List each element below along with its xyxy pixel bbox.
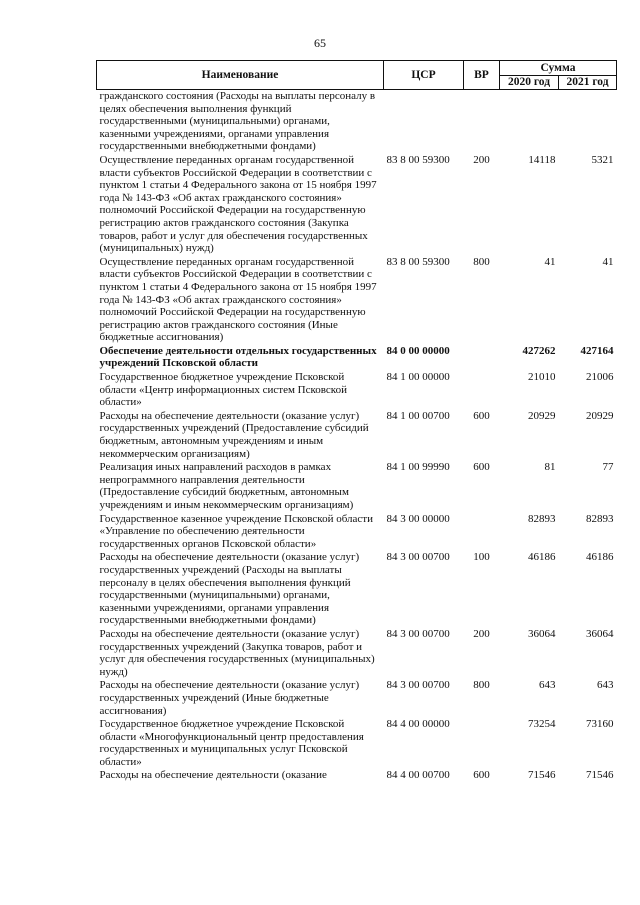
row-sum-2020: 46186 bbox=[528, 551, 556, 564]
table-row bbox=[97, 371, 617, 410]
row-sum-2020: 21010 bbox=[528, 371, 556, 384]
table-row bbox=[97, 256, 617, 345]
row-vr: 600 bbox=[473, 461, 490, 474]
row-name: Государственное бюджетное учреждение Псковской области «Многофункциональный центр предоставления государственных и муниципальных услуг Псковской области» bbox=[99, 718, 364, 768]
row-name: Расходы на обеспечение деятельности (оказание услуг) государственных учреждений (Закупка товаров, работ и услуг для обеспечения государственных (муниципальных) нужд) bbox=[99, 627, 375, 678]
row-vr bbox=[464, 90, 500, 154]
row-csr: 84 3 00 00000 bbox=[386, 512, 450, 525]
table-row bbox=[97, 461, 617, 512]
row-name: Реализация иных направлений расходов в рамках непрограммного направления деятельности (Предоставление субсидий бюджетным, автономным учреждениям и иным некоммерческим организациям) bbox=[99, 461, 354, 511]
header-year-2020: 2020 год bbox=[500, 76, 559, 90]
row-name: Государственное бюджетное учреждение Псковской области «Центр информационных систем Псковской области» bbox=[99, 371, 347, 409]
header-vr: ВР bbox=[464, 61, 500, 90]
row-sum-2020: 36064 bbox=[528, 627, 556, 640]
row-vr bbox=[464, 718, 500, 769]
row-sum-2021: 5321 bbox=[591, 153, 614, 166]
table-row bbox=[97, 410, 617, 461]
row-csr: 84 1 00 00700 bbox=[386, 409, 450, 422]
row-vr: 600 bbox=[473, 409, 490, 422]
table-row bbox=[97, 154, 617, 256]
row-sum-2020: 81 bbox=[544, 461, 556, 474]
row-vr: 200 bbox=[473, 627, 490, 640]
header-name: Наименование bbox=[97, 61, 384, 90]
table-row bbox=[97, 628, 617, 679]
row-sum-2021: 427164 bbox=[580, 344, 614, 357]
row-csr: 84 3 00 00700 bbox=[386, 627, 450, 640]
table-body bbox=[97, 90, 617, 784]
table-row bbox=[97, 551, 617, 628]
table-row bbox=[97, 679, 617, 718]
row-sum-2021: 82893 bbox=[586, 512, 614, 525]
row-sum-2021: 41 bbox=[602, 255, 614, 268]
row-sum-2021: 20929 bbox=[586, 409, 614, 422]
row-name: Расходы на обеспечение деятельности (оказание услуг) государственных учреждений (Предоставление субсидий бюджетным, автономным учреждениям и иным некоммерческим организациям) bbox=[99, 409, 369, 460]
row-vr bbox=[464, 513, 500, 552]
row-name: Расходы на обеспечение деятельности (оказание bbox=[99, 769, 327, 782]
row-vr: 800 bbox=[473, 679, 490, 692]
row-sum-2020: 427262 bbox=[522, 344, 556, 357]
row-name: Осуществление переданных органам государственной власти субъектов Российской Федерации в соответствии с пунктом 1 статьи 4 Федерального закона от 15 ноября 1997 года № 143-ФЗ «Об актах гражданского состояния» полномочий Российской Федерации на государственную регистрацию актов гражданского состояния (Иные бюджетные ассигнования) bbox=[99, 255, 377, 344]
row-csr: 84 4 00 00700 bbox=[386, 769, 450, 782]
row-sum-2021: 73160 bbox=[586, 718, 614, 731]
table-row bbox=[97, 90, 617, 154]
page-number: 65 bbox=[314, 36, 326, 50]
header-sum: Сумма bbox=[500, 61, 617, 76]
row-name: Расходы на обеспечение деятельности (оказание услуг) государственных учреждений (Расходы на выплаты персоналу в целях обеспечения выполнения функций государственными (муниципальными) органами, казенными учреждениями, органами управления государственными внебюджетными фондами) bbox=[99, 551, 360, 627]
table-row bbox=[97, 345, 617, 371]
row-vr bbox=[464, 345, 500, 371]
table-row bbox=[97, 769, 617, 783]
row-sum-2020: 20929 bbox=[528, 409, 556, 422]
row-name: Обеспечение деятельности отдельных государственных учреждений Псковской области bbox=[99, 344, 377, 370]
row-csr: 84 3 00 00700 bbox=[386, 679, 450, 692]
header-csr: ЦСР bbox=[384, 61, 464, 90]
row-vr: 600 bbox=[473, 769, 490, 782]
row-vr: 100 bbox=[473, 551, 490, 564]
table-row bbox=[97, 513, 617, 552]
row-csr: 84 3 00 00700 bbox=[386, 551, 450, 564]
row-sum-2021: 21006 bbox=[586, 371, 614, 384]
row-csr bbox=[384, 90, 464, 154]
row-csr: 84 4 00 00000 bbox=[386, 718, 450, 731]
row-csr: 84 0 00 00000 bbox=[386, 344, 450, 357]
row-vr: 200 bbox=[473, 153, 490, 166]
row-sum-2020: 643 bbox=[539, 679, 556, 692]
row-sum-2020: 41 bbox=[544, 255, 556, 268]
row-csr: 84 1 00 99990 bbox=[386, 461, 450, 474]
budget-table bbox=[96, 60, 617, 783]
header-year-2021: 2021 год bbox=[559, 76, 617, 90]
row-csr: 83 8 00 59300 bbox=[386, 153, 450, 166]
row-sum-2021: 36064 bbox=[586, 627, 614, 640]
table-row bbox=[97, 718, 617, 769]
row-sum-2021 bbox=[559, 90, 617, 154]
row-sum-2020: 82893 bbox=[528, 512, 556, 525]
row-vr: 800 bbox=[473, 255, 490, 268]
row-sum-2020: 73254 bbox=[528, 718, 556, 731]
row-sum-2020: 14118 bbox=[528, 153, 556, 166]
row-csr: 83 8 00 59300 bbox=[386, 255, 450, 268]
row-sum-2021: 71546 bbox=[586, 769, 614, 782]
row-sum-2021: 643 bbox=[597, 679, 614, 692]
row-name: Расходы на обеспечение деятельности (оказание услуг) государственных учреждений (Иные бюджетные ассигнования) bbox=[99, 679, 360, 717]
row-sum-2020 bbox=[500, 90, 559, 154]
row-sum-2021: 46186 bbox=[586, 551, 614, 564]
row-sum-2021: 77 bbox=[602, 461, 614, 474]
row-sum-2020: 71546 bbox=[528, 769, 556, 782]
row-name: гражданского состояния (Расходы на выплаты персоналу в целях обеспечения выполнения функций государственными (муниципальными) органами, казенными учреждениями, органами управления государственными внебюджетными фондами) bbox=[99, 90, 376, 153]
row-name: Осуществление переданных органам государственной власти субъектов Российской Федерации в соответствии с пунктом 1 статьи 4 Федерального закона от 15 ноября 1997 года № 143-ФЗ «Об актах гражданского состояния» полномочий Российской Федерации на государственную регистрацию актов гражданского состояния (Закупка товаров, работ и услуг для обеспечения государственных (муниципальных) нужд) bbox=[99, 153, 377, 255]
row-name: Государственное казенное учреждение Псковской области «Управление по обеспечению деятельности государственных органов Псковской области» bbox=[99, 512, 373, 550]
row-csr: 84 1 00 00000 bbox=[386, 371, 450, 384]
row-vr bbox=[464, 371, 500, 410]
